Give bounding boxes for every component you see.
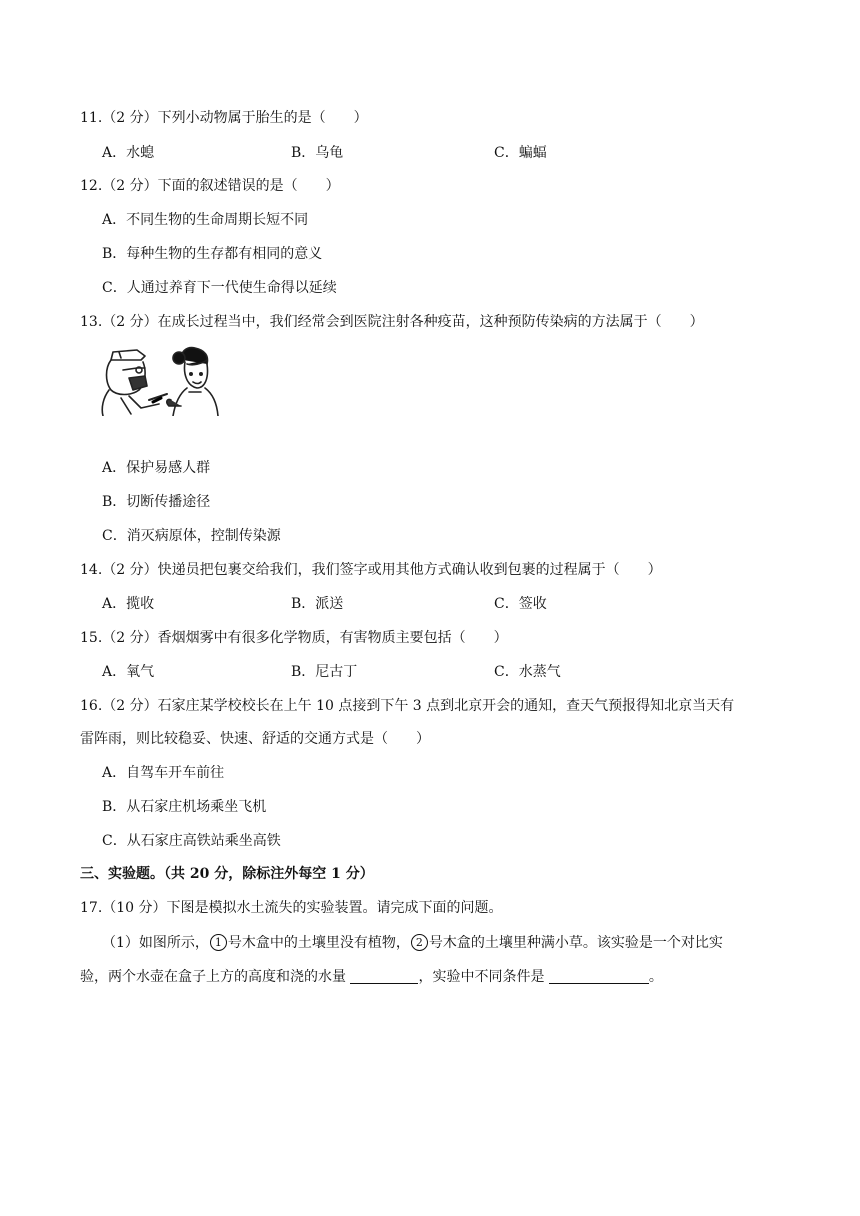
part1-text-e: ，实验中不同条件是 (418, 969, 549, 985)
question-12-option-a[interactable]: A．不同生物的生命周期长短不同 (102, 212, 309, 228)
answer-blank-different-condition[interactable] (549, 969, 649, 984)
part1-text-f: 。 (648, 969, 663, 985)
question-17-stem: 17.（10 分）下图是模拟水土流失的实验装置。请完成下面的问题。 (80, 900, 503, 916)
question-13-option-b[interactable]: B．切断传播途径 (102, 494, 211, 510)
question-14-option-b[interactable]: B．派送 (291, 596, 344, 612)
question-13-option-c[interactable]: C．消灭病原体，控制传染源 (102, 528, 281, 544)
question-12-stem: 12.（2 分）下面的叙述错误的是（ ） (80, 178, 340, 194)
circled-number-1: 1 (210, 934, 227, 951)
question-15-option-c[interactable]: C．水蒸气 (494, 664, 561, 680)
question-16-stem: 16.（2 分）石家庄某学校校长在上午 10 点接到下午 3 点到北京开会的通知，查天气预报得知北京当天有 (80, 698, 735, 714)
vaccination-illustration (101, 346, 220, 416)
question-14-option-a[interactable]: A．揽收 (102, 596, 155, 612)
question-15-option-b[interactable]: B．尼古丁 (291, 664, 358, 680)
question-11-option-c[interactable]: C．蝙蝠 (494, 145, 547, 161)
question-12-option-c[interactable]: C．人通过养育下一代使生命得以延续 (102, 280, 337, 296)
question-16-stem-continued: 雷阵雨，则比较稳妥、快速、舒适的交通方式是（ ） (80, 731, 430, 747)
question-14-stem: 14.（2 分）快递员把包裹交给我们，我们签字或用其他方式确认收到包裹的过程属于（ ） (80, 562, 662, 578)
question-12-option-b[interactable]: B．每种生物的生存都有相同的意义 (102, 246, 323, 262)
section-3-heading: 三、实验题。（共 20 分，除标注外每空 1 分） (80, 866, 374, 882)
question-17-part1-line2 (80, 967, 663, 987)
question-16-option-a[interactable]: A．自驾车开车前往 (102, 765, 225, 781)
question-13-option-a[interactable]: A．保护易感人群 (102, 460, 211, 476)
question-16-option-c[interactable]: C．从石家庄高铁站乘坐高铁 (102, 833, 281, 849)
question-15-stem: 15.（2 分）香烟烟雾中有很多化学物质，有害物质主要包括（ ） (80, 630, 508, 646)
question-17-part1-line1 (102, 933, 723, 953)
question-11-option-a[interactable]: A．水螅 (102, 145, 155, 161)
part1-text-c: 号木盒的土壤里种满小草。该实验是一个对比实 (428, 935, 723, 951)
answer-blank-water-amount[interactable] (350, 969, 418, 984)
question-11-stem: 11.（2 分）下列小动物属于胎生的是（ ） (80, 110, 368, 126)
question-15-option-a[interactable]: A．氧气 (102, 664, 155, 680)
part1-text-d: 验，两个水壶在盒子上方的高度和浇的水量 (80, 969, 351, 985)
part1-text-b: 号木盒中的土壤里没有植物， (227, 935, 410, 951)
question-11-option-b[interactable]: B．乌龟 (291, 145, 344, 161)
circled-number-2: 2 (411, 934, 428, 951)
part1-text-a: （1）如图所示， (102, 935, 209, 951)
question-13-stem: 13.（2 分）在成长过程当中，我们经常会到医院注射各种疫苗，这种预防传染病的方法属于（ ） (80, 314, 704, 330)
question-14-option-c[interactable]: C．签收 (494, 596, 547, 612)
question-16-option-b[interactable]: B．从石家庄机场乘坐飞机 (102, 799, 267, 815)
